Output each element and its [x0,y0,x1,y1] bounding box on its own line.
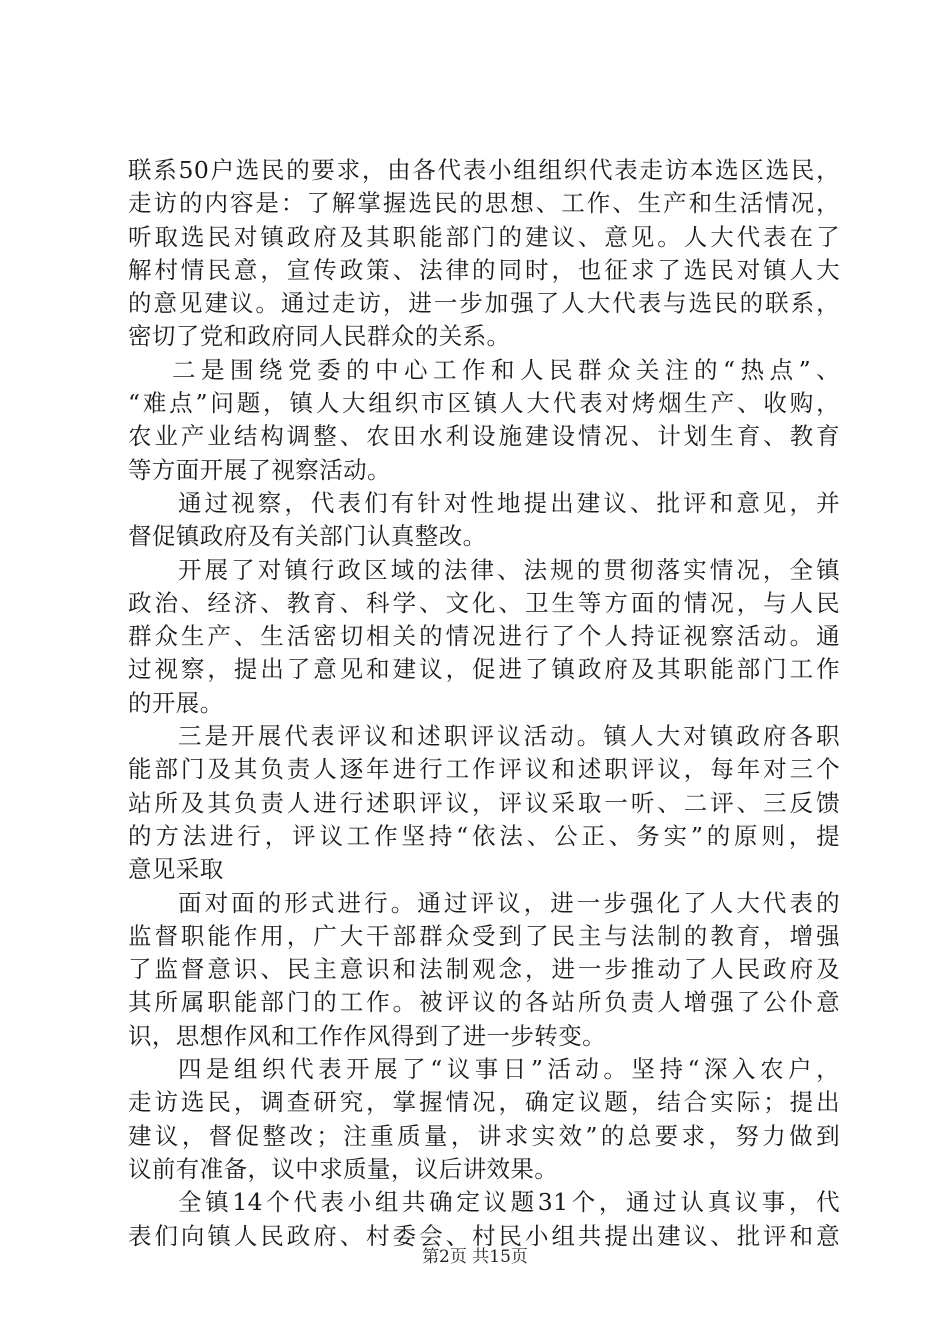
text-line: 识，思想作风和工作作风得到了进一步转变。 [128,1021,606,1050]
text-line: 议前有准备，议中求质量，议后讲效果。 [128,1154,559,1183]
text-line: 密切了党和政府同人民群众的关系。 [128,322,511,351]
text-line: 通过视察，代表们有针对性地提出建议、批评和意见，并 [178,488,840,517]
text-line: 四是组织代表开展了“议事日”活动。坚持“深入农户， [178,1055,840,1084]
text-line: 的意见建议。通过走访，进一步加强了人大代表与选民的联系， [128,289,840,318]
text-line: 表们向镇人民政府、村委会、村民小组共提出建议、批评和意 [128,1221,840,1250]
text-line: 其所属职能部门的工作。被评议的各站所负责人增强了公仆意 [128,988,840,1017]
text-line: 三是开展代表评议和述职评议活动。镇人大对镇政府各职 [178,722,840,751]
page-number-footer: 第2页 共15页 [422,1247,528,1267]
text-line: 解村情民意，宣传政策、法律的同时，也征求了选民对镇人大 [128,255,840,284]
text-line: 建议，督促整改；注重质量，讲求实效”的总要求，努力做到 [128,1121,840,1150]
text-line: 等方面开展了视察活动。 [128,455,391,484]
text-line: 开展了对镇行政区域的法律、法规的贯彻落实情况，全镇 [178,555,840,584]
text-line: 的开展。 [128,688,224,717]
text-line: 了监督意识、民主意识和法制观念，进一步推动了人民政府及 [128,955,840,984]
text-line: “难点”问题，镇人大组织市区镇人大代表对烤烟生产、收购， [128,389,840,418]
text-line: 的方法进行，评议工作坚持“依法、公正、务实”的原则，提 [128,821,840,850]
text-line: 政治、经济、教育、科学、文化、卫生等方面的情况，与人民 [128,588,840,617]
text-line: 农业产业结构调整、农田水利设施建设情况、计划生育、教育 [128,422,840,451]
text-line: 走访的内容是：了解掌握选民的思想、工作、生产和生活情况， [128,189,840,218]
text-line: 全镇14个代表小组共确定议题31个，通过认真议事，代 [178,1188,840,1217]
text-line: 群众生产、生活密切相关的情况进行了个人持证视察活动。通 [128,622,840,651]
text-line: 听取选民对镇政府及其职能部门的建议、意见。人大代表在了 [128,222,840,251]
body-text [128,154,840,1253]
text-line: 监督职能作用，广大干部群众受到了民主与法制的教育，增强 [128,921,840,950]
text-line: 走访选民，调查研究，掌握情况，确定议题，结合实际；提出 [128,1088,840,1117]
text-line: 面对面的形式进行。通过评议，进一步强化了人大代表的 [178,888,840,917]
text-line: 过视察，提出了意见和建议，促进了镇政府及其职能部门工作 [128,655,840,684]
text-line: 站所及其负责人进行述职评议，评议采取一听、二评、三反馈 [128,788,840,817]
text-line: 二是围绕党委的中心工作和人民群众关注的“热点”、 [172,355,840,384]
text-line: 联系50户选民的要求，由各代表小组组织代表走访本选区选民， [128,156,840,184]
text-line: 意见采取 [128,855,224,884]
text-line: 督促镇政府及有关部门认真整改。 [128,522,487,551]
text-line: 能部门及其负责人逐年进行工作评议和述职评议，每年对三个 [128,755,840,784]
